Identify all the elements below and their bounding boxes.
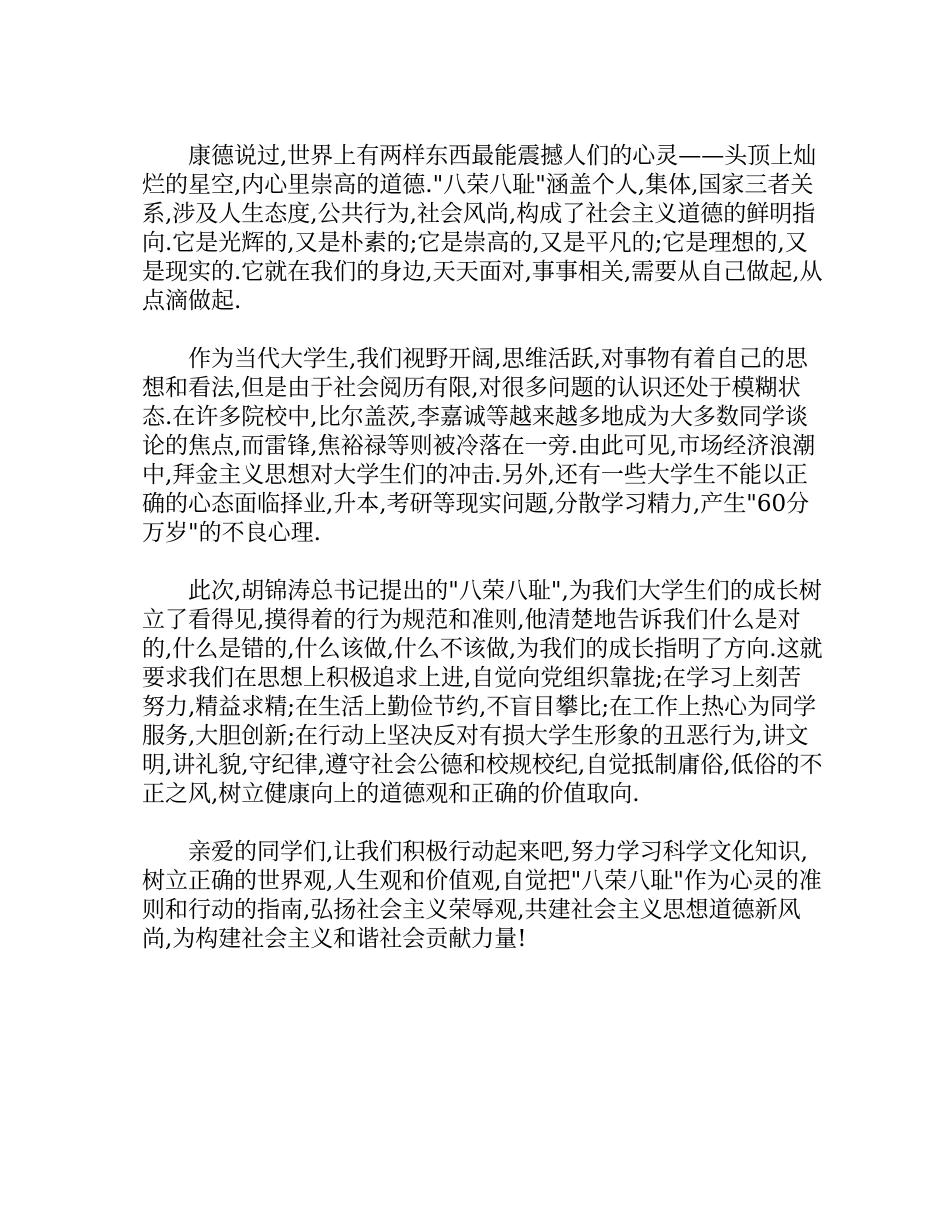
paragraph-3: 此次,胡锦涛总书记提出的"八荣八耻",为我们大学生们的成长树立了看得见,摸得着的行为规范和准则,他清楚地告诉我们什么是对的,什么是错的,什么该做,什么不该做,为我们的成长指明了方向.这就要求我们在思想上积极追求上进,自觉向党组织靠拢;在学习上刻苦努力,精益求精;在生活上勤俭节约,不盲目攀比;在工作上热心为同学服务,大胆创新;在行动上坚决反对有损大学生形象的丑恶行为,讲文明,讲礼貌,守纪律,遵守社会公德和校规校纪,自觉抵制庸俗,低俗的不正之风,树立健康向上的道德观和正确的价值取向. <box>142 578 823 807</box>
paragraph-1: 康德说过,世界上有两样东西最能震撼人们的心灵——头顶上灿烂的星空,内心里崇高的道德."八荣八耻"涵盖个人,集体,国家三者关系,涉及人生态度,公共行为,社会风尚,构成了社会主义道德的鲜明指向.它是光辉的,又是朴素的;它是崇高的,又是平凡的;它是理想的,又是现实的.它就在我们的身边,天天面对,事事相关,需要从自己做起,从点滴做起. <box>142 143 823 314</box>
paragraph-2: 作为当代大学生,我们视野开阔,思维活跃,对事物有着自己的思想和看法,但是由于社会阅历有限,对很多问题的认识还处于模糊状态.在许多院校中,比尔盖茨,李嘉诚等越来越多地成为大多数同学谈论的焦点,而雷锋,焦裕禄等则被冷落在一旁.由此可见,市场经济浪潮中,拜金主义思想对大学生们的冲击.另外,还有一些大学生不能以正确的心态面临择业,升本,考研等现实问题,分散学习精力,产生"60分万岁"的不良心理. <box>142 346 816 546</box>
paragraph-4: 亲爱的同学们,让我们积极行动起来吧,努力学习科学文化知识,树立正确的世界观,人生观和价值观,自觉把"八荣八耻"作为心灵的准则和行动的指南,弘扬社会主义荣辱观,共建社会主义思想道德新风尚,为构建社会主义和谐社会贡献力量! <box>142 839 822 952</box>
document-body <box>142 142 824 983</box>
